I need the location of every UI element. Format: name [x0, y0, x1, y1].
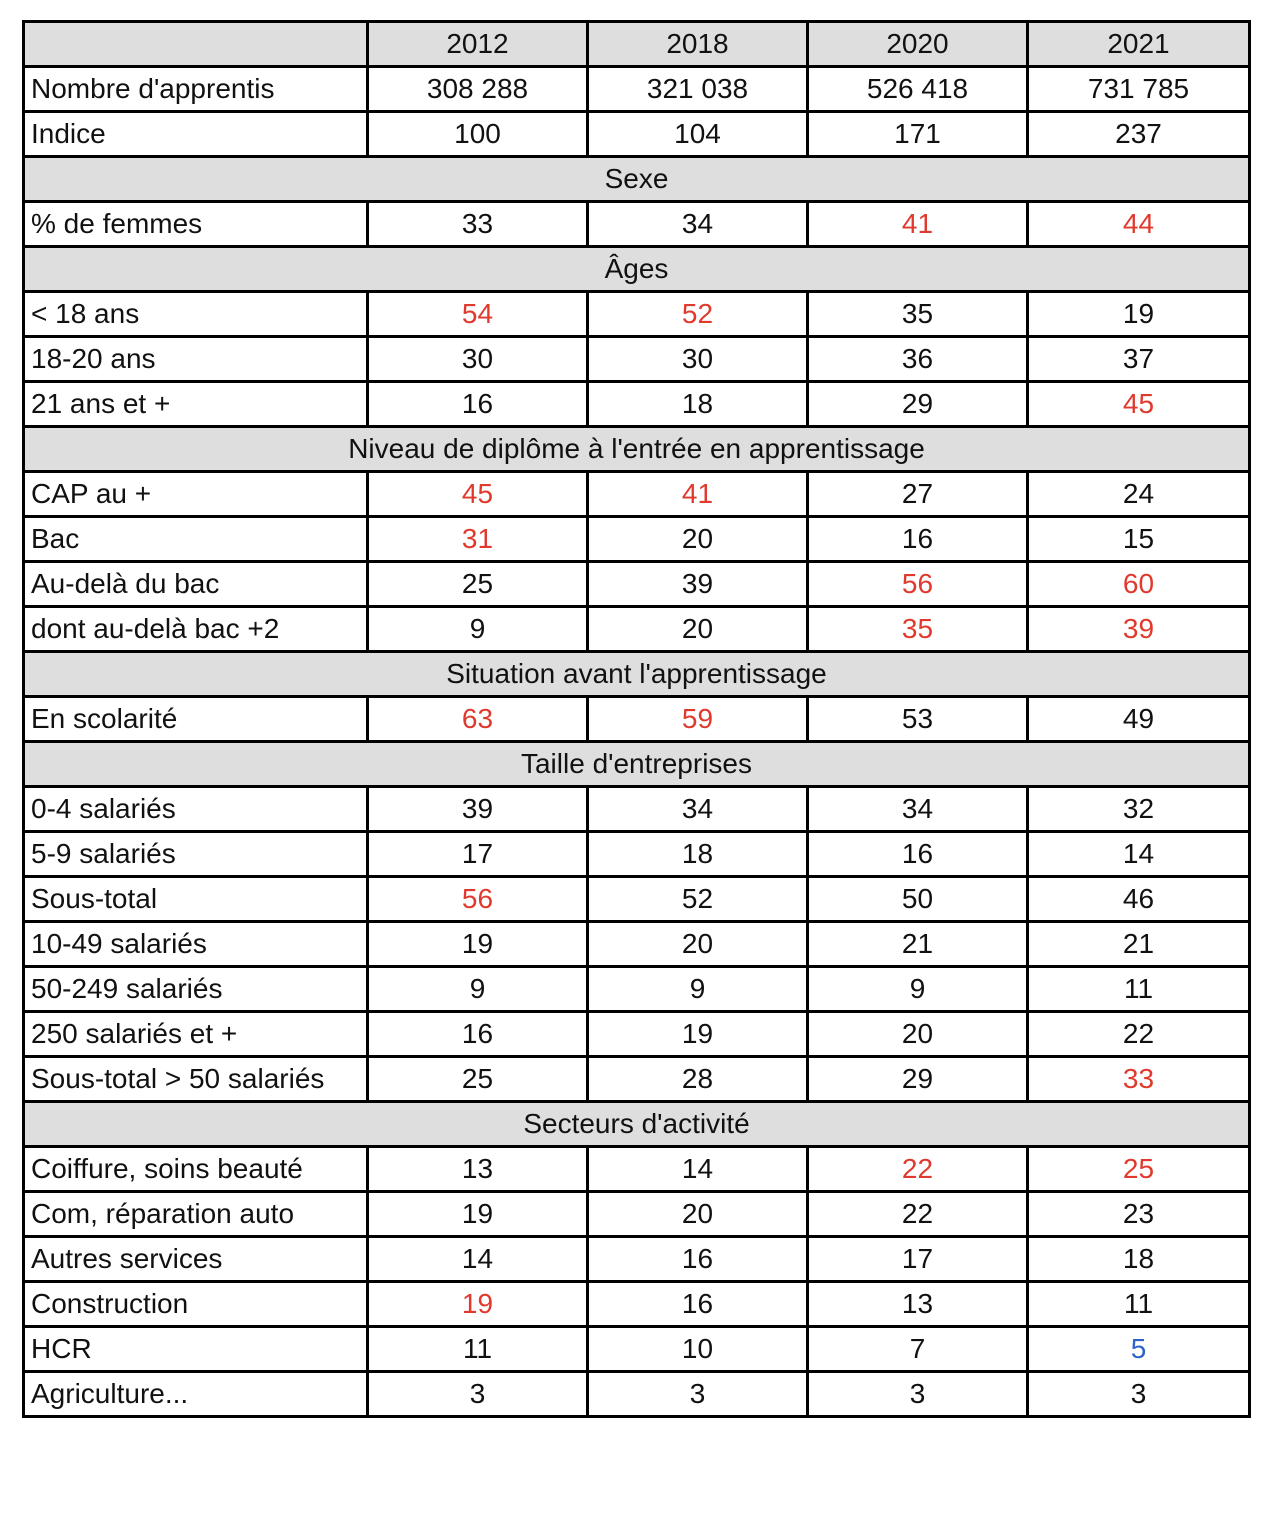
table-row — [24, 382, 1250, 427]
value-cell-2018: 59 — [588, 697, 808, 742]
value-cell-2020: 53 — [808, 697, 1028, 742]
value-cell-2021: 15 — [1028, 517, 1250, 562]
value-cell-2021: 39 — [1028, 607, 1250, 652]
table-row — [24, 1327, 1250, 1372]
value-cell-2018: 9 — [588, 967, 808, 1012]
table-row — [24, 1012, 1250, 1057]
value-cell-2012: 25 — [368, 562, 588, 607]
value-cell-2012: 63 — [368, 697, 588, 742]
value-cell-2021: 49 — [1028, 697, 1250, 742]
value-cell-2012: 11 — [368, 1327, 588, 1372]
value-cell-2018: 18 — [588, 382, 808, 427]
table-row — [24, 1372, 1250, 1417]
value-cell-2012: 54 — [368, 292, 588, 337]
value-cell-2012: 31 — [368, 517, 588, 562]
value-cell-2021: 731 785 — [1028, 67, 1250, 112]
value-cell-2012: 3 — [368, 1372, 588, 1417]
row-label: Indice — [24, 112, 368, 157]
value-cell-2018: 19 — [588, 1012, 808, 1057]
value-cell-2021: 3 — [1028, 1372, 1250, 1417]
value-cell-2012: 30 — [368, 337, 588, 382]
table-row — [24, 1057, 1250, 1102]
value-cell-2021: 44 — [1028, 202, 1250, 247]
value-cell-2021: 18 — [1028, 1237, 1250, 1282]
value-cell-2020: 29 — [808, 382, 1028, 427]
header-corner-cell — [24, 22, 368, 67]
row-label: 10-49 salariés — [24, 922, 368, 967]
table-row — [24, 472, 1250, 517]
value-cell-2021: 45 — [1028, 382, 1250, 427]
value-cell-2018: 20 — [588, 517, 808, 562]
row-label: Coiffure, soins beauté — [24, 1147, 368, 1192]
value-cell-2012: 45 — [368, 472, 588, 517]
value-cell-2020: 34 — [808, 787, 1028, 832]
row-label: 18-20 ans — [24, 337, 368, 382]
value-cell-2018: 10 — [588, 1327, 808, 1372]
row-label: 250 salariés et + — [24, 1012, 368, 1057]
value-cell-2012: 14 — [368, 1237, 588, 1282]
value-cell-2021: 46 — [1028, 877, 1250, 922]
value-cell-2020: 13 — [808, 1282, 1028, 1327]
row-label: Au-delà du bac — [24, 562, 368, 607]
value-cell-2012: 16 — [368, 382, 588, 427]
section-title: Sexe — [24, 157, 1250, 202]
value-cell-2018: 20 — [588, 607, 808, 652]
value-cell-2021: 25 — [1028, 1147, 1250, 1192]
table-row — [24, 697, 1250, 742]
value-cell-2018: 39 — [588, 562, 808, 607]
row-label: Agriculture... — [24, 1372, 368, 1417]
row-label: Nombre d'apprentis — [24, 67, 368, 112]
section-title: Niveau de diplôme à l'entrée en apprentissage — [24, 427, 1250, 472]
value-cell-2018: 14 — [588, 1147, 808, 1192]
value-cell-2021: 11 — [1028, 1282, 1250, 1327]
table-row — [24, 607, 1250, 652]
section-title: Secteurs d'activité — [24, 1102, 1250, 1147]
table-row — [24, 1192, 1250, 1237]
value-cell-2021: 11 — [1028, 967, 1250, 1012]
value-cell-2012: 100 — [368, 112, 588, 157]
value-cell-2018: 52 — [588, 877, 808, 922]
header-year-2021: 2021 — [1028, 22, 1250, 67]
value-cell-2021: 32 — [1028, 787, 1250, 832]
value-cell-2020: 35 — [808, 292, 1028, 337]
value-cell-2012: 9 — [368, 607, 588, 652]
value-cell-2012: 19 — [368, 1192, 588, 1237]
section-title: Âges — [24, 247, 1250, 292]
row-label: < 18 ans — [24, 292, 368, 337]
value-cell-2020: 22 — [808, 1192, 1028, 1237]
value-cell-2018: 104 — [588, 112, 808, 157]
section-header-row — [24, 652, 1250, 697]
value-cell-2021: 33 — [1028, 1057, 1250, 1102]
value-cell-2012: 16 — [368, 1012, 588, 1057]
value-cell-2018: 30 — [588, 337, 808, 382]
table-body — [24, 67, 1250, 1417]
table-row — [24, 67, 1250, 112]
value-cell-2018: 41 — [588, 472, 808, 517]
value-cell-2018: 20 — [588, 922, 808, 967]
row-label: 50-249 salariés — [24, 967, 368, 1012]
header-row — [24, 22, 1250, 67]
value-cell-2018: 3 — [588, 1372, 808, 1417]
value-cell-2012: 17 — [368, 832, 588, 877]
value-cell-2018: 52 — [588, 292, 808, 337]
row-label: Bac — [24, 517, 368, 562]
value-cell-2020: 7 — [808, 1327, 1028, 1372]
value-cell-2020: 16 — [808, 832, 1028, 877]
value-cell-2012: 56 — [368, 877, 588, 922]
table-row — [24, 1282, 1250, 1327]
value-cell-2012: 308 288 — [368, 67, 588, 112]
value-cell-2021: 60 — [1028, 562, 1250, 607]
value-cell-2021: 5 — [1028, 1327, 1250, 1372]
value-cell-2021: 14 — [1028, 832, 1250, 877]
value-cell-2020: 526 418 — [808, 67, 1028, 112]
apprentices-statistics-table — [22, 20, 1251, 1418]
table-row — [24, 202, 1250, 247]
value-cell-2020: 41 — [808, 202, 1028, 247]
value-cell-2020: 171 — [808, 112, 1028, 157]
value-cell-2012: 19 — [368, 922, 588, 967]
row-label: 5-9 salariés — [24, 832, 368, 877]
value-cell-2018: 16 — [588, 1282, 808, 1327]
value-cell-2020: 27 — [808, 472, 1028, 517]
value-cell-2018: 321 038 — [588, 67, 808, 112]
row-label: Sous-total — [24, 877, 368, 922]
table-row — [24, 562, 1250, 607]
value-cell-2021: 23 — [1028, 1192, 1250, 1237]
value-cell-2021: 21 — [1028, 922, 1250, 967]
table-row — [24, 337, 1250, 382]
section-header-row — [24, 157, 1250, 202]
value-cell-2018: 28 — [588, 1057, 808, 1102]
section-title: Taille d'entreprises — [24, 742, 1250, 787]
value-cell-2020: 16 — [808, 517, 1028, 562]
header-year-2018: 2018 — [588, 22, 808, 67]
table-row — [24, 1237, 1250, 1282]
table-row — [24, 832, 1250, 877]
value-cell-2020: 21 — [808, 922, 1028, 967]
value-cell-2020: 29 — [808, 1057, 1028, 1102]
value-cell-2021: 19 — [1028, 292, 1250, 337]
row-label: HCR — [24, 1327, 368, 1372]
row-label: Com, réparation auto — [24, 1192, 368, 1237]
value-cell-2012: 13 — [368, 1147, 588, 1192]
value-cell-2021: 22 — [1028, 1012, 1250, 1057]
table-row — [24, 517, 1250, 562]
section-header-row — [24, 1102, 1250, 1147]
section-header-row — [24, 742, 1250, 787]
value-cell-2012: 39 — [368, 787, 588, 832]
value-cell-2018: 20 — [588, 1192, 808, 1237]
row-label: % de femmes — [24, 202, 368, 247]
row-label: Construction — [24, 1282, 368, 1327]
section-header-row — [24, 427, 1250, 472]
value-cell-2020: 3 — [808, 1372, 1028, 1417]
value-cell-2020: 36 — [808, 337, 1028, 382]
table-row — [24, 787, 1250, 832]
table-row — [24, 1147, 1250, 1192]
row-label: 21 ans et + — [24, 382, 368, 427]
header-year-2020: 2020 — [808, 22, 1028, 67]
value-cell-2020: 50 — [808, 877, 1028, 922]
value-cell-2012: 33 — [368, 202, 588, 247]
value-cell-2012: 9 — [368, 967, 588, 1012]
value-cell-2018: 34 — [588, 787, 808, 832]
value-cell-2018: 34 — [588, 202, 808, 247]
table-row — [24, 967, 1250, 1012]
table-row — [24, 292, 1250, 337]
section-title: Situation avant l'apprentissage — [24, 652, 1250, 697]
value-cell-2012: 19 — [368, 1282, 588, 1327]
row-label: 0-4 salariés — [24, 787, 368, 832]
value-cell-2020: 17 — [808, 1237, 1028, 1282]
value-cell-2020: 35 — [808, 607, 1028, 652]
value-cell-2020: 9 — [808, 967, 1028, 1012]
row-label: Sous-total > 50 salariés — [24, 1057, 368, 1102]
value-cell-2021: 237 — [1028, 112, 1250, 157]
header-year-2012: 2012 — [368, 22, 588, 67]
value-cell-2012: 25 — [368, 1057, 588, 1102]
row-label: CAP au + — [24, 472, 368, 517]
value-cell-2020: 20 — [808, 1012, 1028, 1057]
value-cell-2020: 56 — [808, 562, 1028, 607]
table-row — [24, 112, 1250, 157]
value-cell-2018: 16 — [588, 1237, 808, 1282]
table-row — [24, 922, 1250, 967]
value-cell-2020: 22 — [808, 1147, 1028, 1192]
row-label: Autres services — [24, 1237, 368, 1282]
value-cell-2018: 18 — [588, 832, 808, 877]
row-label: En scolarité — [24, 697, 368, 742]
value-cell-2021: 24 — [1028, 472, 1250, 517]
table-row — [24, 877, 1250, 922]
row-label: dont au-delà bac +2 — [24, 607, 368, 652]
section-header-row — [24, 247, 1250, 292]
value-cell-2021: 37 — [1028, 337, 1250, 382]
